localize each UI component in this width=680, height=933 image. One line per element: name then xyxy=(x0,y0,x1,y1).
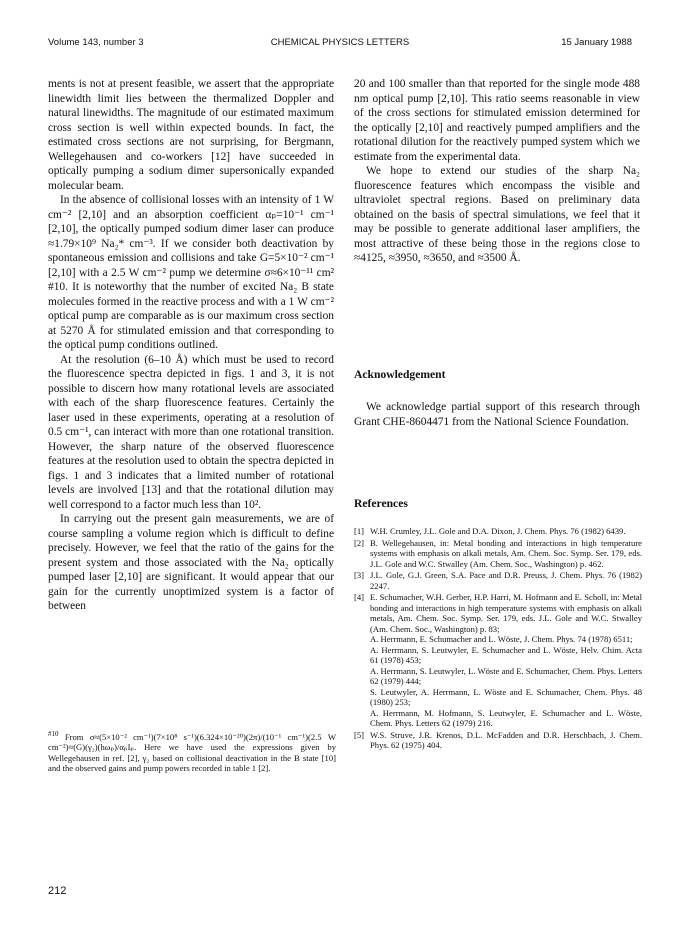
left-column xyxy=(48,77,334,614)
reference-text: J.L. Gole, G.J. Green, S.A. Pace and D.R. Preuss, J. Chem. Phys. 76 (1982) 2247. xyxy=(370,570,642,591)
references-list xyxy=(354,526,642,752)
reference-number: [2] xyxy=(354,537,365,548)
reference-subentry: A. Herrmann, M. Hofmann, S. Leutwyler, E. Schumacher and L. Wöste, Chem. Phys. Letters 62 (1979) 216. xyxy=(370,707,642,728)
footnote-text: From σ≈(5×10⁻² cm⁻¹)(7×10⁸ s⁻¹)(6.324×10⁻²⁰)(2π)/(10⁻¹ cm⁻¹)(2.5 W cm⁻²)≈(G)(γ₂)(hωₚ)/αₚIₚ. Here we have used the expressions given by Wellegehausen in ref. [2], γ₂ based on collisional deactivation in the B state [10] and the observed gains and pump powers recorded in table 1 [2]. xyxy=(48,732,336,774)
reference-text: B. Wellegehausen, in: Metal bonding and interactions in high temperature systems with emphasis on alkali metals, Am. Chem. Soc. Symp. Ser. 179, eds. J.L. Gole and W.C. Stwalley (Am. Chem. Soc., Washington) p. 462. xyxy=(370,537,642,569)
reference-subentry: S. Leutwyler, A. Herrmann, L. Wöste and E. Schumacher, Chem. Phys. 48 (1980) 253; xyxy=(370,686,642,707)
reference-item xyxy=(354,730,642,751)
paragraph: In carrying out the present gain measurements, we are of course sampling a volume region which is difficult to define precisely. However, we feel that the ratio of the gains for the present system and those associated with the Na₂ optically pumped laser [2,10] are significant. It would appear that our gain for the currently unoptimized system is a factor of between xyxy=(48,513,334,612)
reference-subentry: A. Herrmann, E. Schumacher and L. Wöste, J. Chem. Phys. 74 (1978) 6511; xyxy=(370,634,633,644)
reference-item xyxy=(354,592,642,729)
references-heading: References xyxy=(354,497,408,510)
reference-item xyxy=(354,526,642,537)
reference-number: [1] xyxy=(354,526,365,536)
paragraph: ments is not at present feasible, we assert that the appropriate linewidth limit lies between the thermalized Doppler and natural linewidths. The magnitude of our estimated maximum cross section is well within expected bounds. In fact, the estimated cross sections are not surprising, for Bergmann, Wellegehausen and co-workers [12] have succeeded in optically pumping a sodium dimer supersonically expanded molecular beam. xyxy=(48,78,334,192)
footnote xyxy=(48,732,336,774)
reference-text: W.S. Struve, J.R. Krenos, D.L. McFadden and D.R. Herschbach, J. Chem. Phys. 62 (1975) 404. xyxy=(370,729,642,750)
paragraph: In the absence of collisional losses with an intensity of 1 W cm⁻² [2,10] and an absorption coefficient αₚ=10⁻¹ cm⁻¹ [2,10], the optically pumped sodium dimer laser can produce ≈1.79×10⁹ Na₂* cm⁻³. If we consider both deactivation by spontaneous emission and collisions and take G=5×10⁻² cm⁻¹ [2,10] with a 2.5 W cm⁻² pump we determine σ≈6×10⁻¹¹ cm² #10. It is noteworthy that the number of excited Na₂ B state molecules formed in the reactive process and with a 1 W cm⁻² optical pump are comparable as is our maximum cross section at 5270 Å for stimulated emission and that corresponding to the optical pump conditions outlined. xyxy=(48,194,334,351)
reference-text: E. Schumacher, W.H. Gerber, H.P. Harri, M. Hofmann and E. Scholl, in: Metal bonding and interactions in high temperature systems with emphasis on alkali metals, Am. Chem. Soc. Symp. Ser. 179, eds. J.L. Gole and W.C. Stwalley (Am. Chem. Soc., Washington) p. 83; xyxy=(370,592,642,634)
reference-item xyxy=(354,538,642,570)
reference-subentry: A. Herrmann, S. Leutwyler, L. Wöste and E. Schumacher, Chem. Phys. Letters 62 (1979) 444; xyxy=(370,665,642,686)
footnote-marker: #10 xyxy=(48,730,59,739)
acknowledgement-heading: Acknowledgement xyxy=(354,368,446,381)
issue-date: 15 January 1988 xyxy=(561,37,632,48)
reference-text: W.H. Crumley, J.L. Gole and D.A. Dixon, J. Chem. Phys. 76 (1982) 6439. xyxy=(370,526,626,536)
page-number: 212 xyxy=(48,885,67,897)
acknowledgement-text: We acknowledge partial support of this research through Grant CHE-8604471 from the National Science Foundation. xyxy=(354,401,640,428)
reference-subentry: A. Herrmann, S. Leutwyler, E. Schumacher and L. Wöste, Helv. Chim. Acta 61 (1978) 453; xyxy=(370,644,642,665)
journal-title: CHEMICAL PHYSICS LETTERS xyxy=(270,37,410,48)
paragraph: We hope to extend our studies of the sharp Na₂ fluorescence features which encompass the visible and ultraviolet spectral regions. Based on preliminary data obtained on the basis of spectral simulations, we feel that it may be possible to generate additional laser amplifiers, the most attractive of these being those in the regions close to ≈4125, ≈3950, ≈3650, and ≈3500 Å. xyxy=(354,165,640,264)
right-column xyxy=(354,77,640,266)
reference-number: [5] xyxy=(354,729,365,740)
reference-number: [3] xyxy=(354,570,365,580)
page-header xyxy=(48,37,632,51)
reference-number: [4] xyxy=(354,592,365,602)
paragraph: 20 and 100 smaller than that reported for the single mode 488 nm optical pump [2,10]. This ratio seems reasonable in view of the cross sections for stimulated emission determined for the optically [2,10] and reactively pumped amplifiers and the rotational dilution for the reactively pumped system which we estimate from the experimental data. xyxy=(354,78,640,163)
volume-label: Volume 143, number 3 xyxy=(48,37,144,48)
paragraph: At the resolution (6–10 Å) which must be used to record the fluorescence spectra depicted in figs. 1 and 3, it is not possible to discern how many rotational levels are associated with each of the sharp fluorescence features. Certainly the laser used in these experiments, operating at a resolution of 0.5 cm⁻¹, can interact with more than one rotational transition. However, the sharp nature of the observed fluorescence features at the resolution used to obtain the spectra depicted in figs. 1 and 3 indicates that a limited number of rotational levels are involved [13] and that the rotational dilution may well correspond to a factor much less than 10². xyxy=(48,353,334,511)
reference-item xyxy=(354,570,642,591)
